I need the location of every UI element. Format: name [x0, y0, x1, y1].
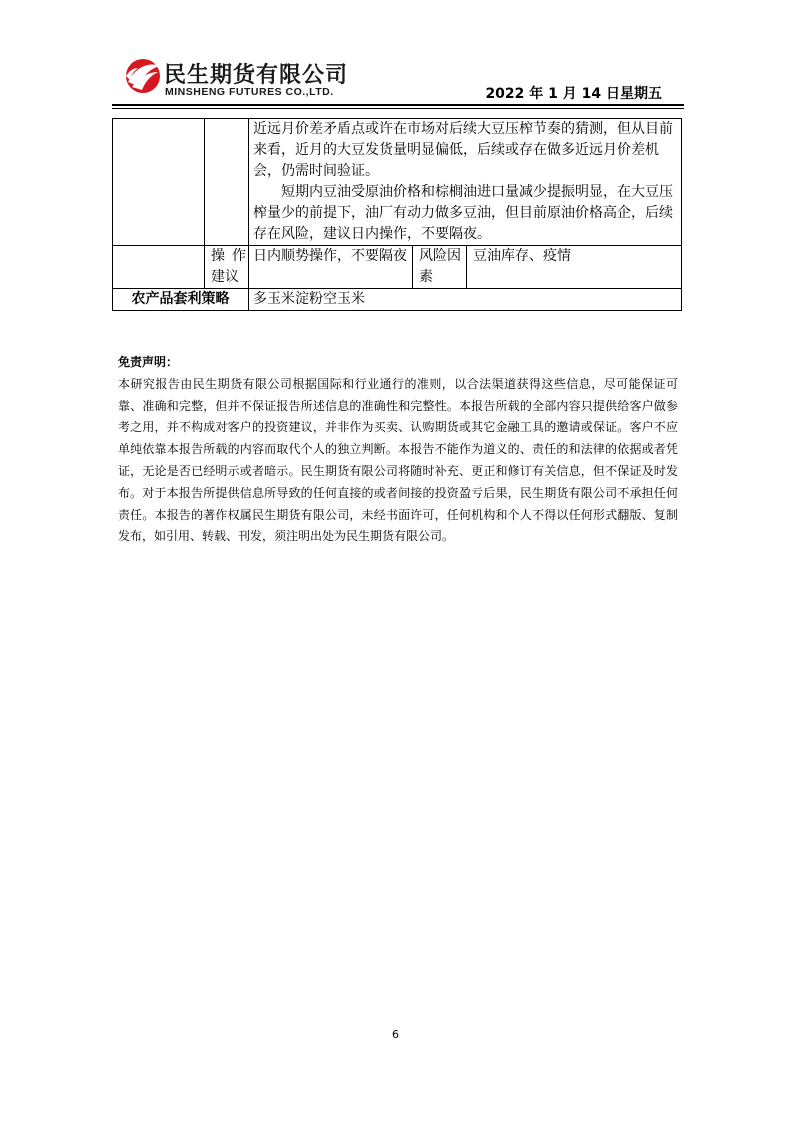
risk-label: 风险因素 [413, 246, 467, 288]
strategy-table [112, 118, 682, 311]
table-row [113, 119, 682, 246]
company-name-english: MINSHENG FUTURES CO.,LTD. [165, 86, 334, 98]
disclaimer-body: 本研究报告由民生期货有限公司根据国际和行业通行的准则，以合法渠道获得这些信息，尽可能保证可靠、准确和完整，但并不保证报告所述信息的准确性和完整性。本报告所载的全部内容只提供给客户做参考之用，并不构成对客户的投资建议，并非作为买卖、认购期货或其它金融工具的邀请或保证。客户不应单纯依靠本报告所载的内容而取代个人的独立判断。本报告不能作为道义的、责任的和法律的依据或者凭证，无论是否已经明示或者暗示。民生期货有限公司将随时补充、更正和修订有关信息，但不保证及时发布。对于本报告所提供信息所导致的任何直接的或者间接的投资盈亏后果，民生期货有限公司不承担任何责任。本报告的著作权属民生期货有限公司，未经书面许可，任何机构和个人不得以任何形式翻版、复制发布，如引用、转载、刊发，须注明出处为民生期货有限公司。 [118, 376, 678, 544]
table-cell-empty [113, 119, 205, 246]
minsheng-emblem-icon [124, 56, 162, 96]
header-divider [112, 104, 684, 106]
operation-label: 操作建议 [205, 246, 249, 289]
table-cell-empty [113, 246, 205, 289]
risk-value: 豆油库存、疫情 [473, 248, 571, 264]
analysis-paragraph: 近远月价差矛盾点或许在市场对后续大豆压榨节奏的猜测，但从目前来看，近月的大豆发货量明显偏低，后续或存在做多近远月价差机会，仍需时间验证。 [253, 121, 673, 179]
table-row [113, 289, 682, 311]
arbitrage-label: 农产品套利策略 [113, 289, 249, 311]
page-header [0, 0, 794, 120]
disclaimer-section [118, 352, 678, 548]
arbitrage-value: 多玉米淀粉空玉米 [249, 289, 682, 311]
operation-risk-cell [249, 246, 682, 289]
analysis-cell [249, 119, 682, 246]
page-number: 6 [392, 1028, 399, 1041]
analysis-paragraph: 短期内豆油受原油价格和棕榈油进口量减少提振明显，在大豆压榨量少的前提下，油厂有动力做多豆油，但目前原油价格高企，后续存在风险，建议日内操作，不要隔夜。 [253, 184, 673, 242]
table-row [113, 246, 682, 289]
company-logo [124, 56, 374, 100]
company-name-chinese: 民生期货有限公司 [164, 63, 349, 88]
header-divider-thin [112, 108, 684, 109]
operation-value: 日内顺势操作，不要隔夜 [249, 246, 413, 288]
report-date: 2022 年 1 月 14 日星期五 [485, 86, 662, 102]
table-cell-empty [205, 119, 249, 246]
disclaimer-title: 免责声明： [118, 355, 179, 369]
